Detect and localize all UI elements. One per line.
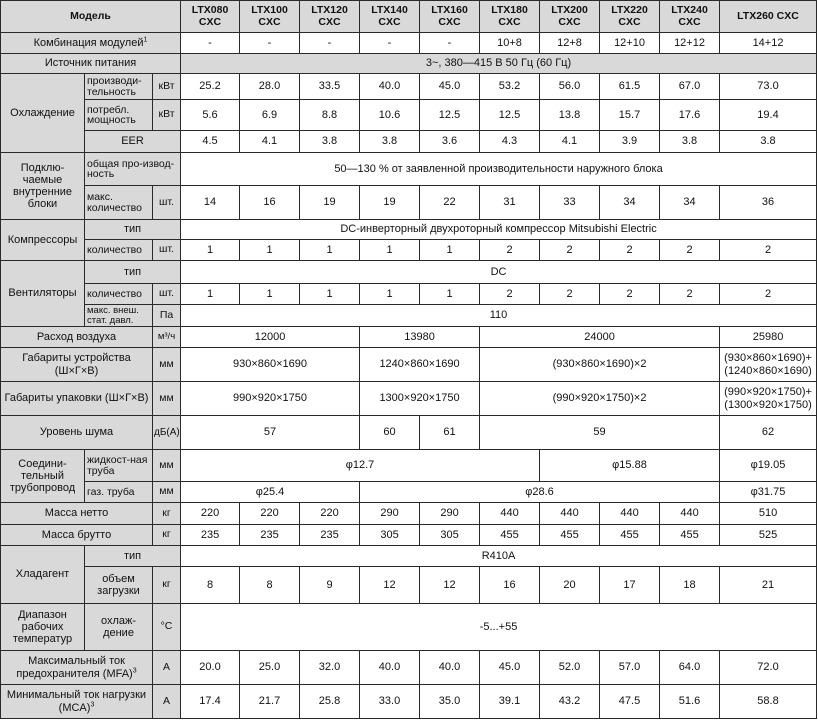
combo-value: - <box>181 33 240 54</box>
eer-value: 3.8 <box>660 131 720 153</box>
refrigerant-charge-value: 12 <box>360 567 420 604</box>
fan-count-value: 2 <box>540 284 600 305</box>
capacity-value: 28.0 <box>240 74 300 100</box>
noise-value: 60 <box>360 416 420 450</box>
compressor-type-label: тип <box>85 220 181 240</box>
eer-value: 3.8 <box>720 131 817 153</box>
unit: °C <box>153 604 181 651</box>
unit: кг <box>153 503 181 525</box>
dims-label: Габариты устройства (Ш×Г×В) <box>1 348 153 382</box>
gas-pipe-label: газ. труба <box>85 482 153 503</box>
indoor-max-value: 19 <box>300 186 360 220</box>
combo-value: 12+10 <box>600 33 660 54</box>
pack-value: 990×920×1750 <box>181 382 360 416</box>
refrigerant-charge-value: 21 <box>720 567 817 604</box>
liquid-pipe-value: φ12.7 <box>181 450 540 482</box>
mca-value: 39.1 <box>480 685 540 719</box>
fan-type-row <box>1 261 817 284</box>
refrigerant-charge-value: 17 <box>600 567 660 604</box>
combo-value: - <box>300 33 360 54</box>
indoor-max-value: 33 <box>540 186 600 220</box>
compressor-count-value: 1 <box>181 240 240 261</box>
indoor-max-value: 34 <box>600 186 660 220</box>
model-name: LTX120 CXC <box>300 1 360 33</box>
combo-value: 12+12 <box>660 33 720 54</box>
combo-value: 10+8 <box>480 33 540 54</box>
unit: кВт <box>153 100 181 131</box>
consumption-value: 5.6 <box>181 100 240 131</box>
consumption-value: 15.7 <box>600 100 660 131</box>
mfa-value: 45.0 <box>480 651 540 685</box>
consumption-value: 8.8 <box>300 100 360 131</box>
compressor-count-value: 1 <box>300 240 360 261</box>
indoor-max-value: 14 <box>181 186 240 220</box>
capacity-value: 56.0 <box>540 74 600 100</box>
model-name: LTX180 CXC <box>480 1 540 33</box>
fan-count-value: 1 <box>181 284 240 305</box>
dims-value: 930×860×1690 <box>181 348 360 382</box>
mca-value: 43.2 <box>540 685 600 719</box>
pack-label: Габариты упаковки (Ш×Г×В) <box>1 382 153 416</box>
gross-mass-value: 525 <box>720 525 817 546</box>
eer-row <box>1 131 817 153</box>
gross-mass-value: 235 <box>181 525 240 546</box>
mfa-value: 57.0 <box>600 651 660 685</box>
fan-pressure-row <box>1 305 817 327</box>
unit: кг <box>153 567 181 604</box>
consumption-value: 12.5 <box>480 100 540 131</box>
pack-value: 1300×920×1750 <box>360 382 480 416</box>
net-mass-row <box>1 503 817 525</box>
model-name: LTX220 CXC <box>600 1 660 33</box>
capacity-value: 45.0 <box>420 74 480 100</box>
eer-value: 3.8 <box>300 131 360 153</box>
capacity-value: 33.5 <box>300 74 360 100</box>
refrigerant-charge-value: 8 <box>240 567 300 604</box>
temp-label: Диапазон рабочих температур <box>1 604 85 651</box>
capacity-value: 53.2 <box>480 74 540 100</box>
indoor-total-value: 50—130 % от заявленной производительности наружного блока <box>181 153 817 186</box>
consumption-value: 13.8 <box>540 100 600 131</box>
unit: мм <box>153 482 181 503</box>
airflow-value: 13980 <box>360 327 480 348</box>
compressor-count-value: 2 <box>540 240 600 261</box>
refrigerant-type-label: тип <box>85 546 181 567</box>
gas-pipe-value: φ25.4 <box>181 482 360 503</box>
compressor-count-value: 1 <box>360 240 420 261</box>
mfa-value: 64.0 <box>660 651 720 685</box>
mfa-row <box>1 651 817 685</box>
capacity-label: производи-тельность <box>85 74 153 100</box>
cooling-consumption-row <box>1 100 817 131</box>
gross-mass-row <box>1 525 817 546</box>
unit: кг <box>153 525 181 546</box>
gross-mass-value: 305 <box>420 525 480 546</box>
net-mass-value: 220 <box>240 503 300 525</box>
eer-value: 4.3 <box>480 131 540 153</box>
indoor-max-value: 16 <box>240 186 300 220</box>
mca-value: 33.0 <box>360 685 420 719</box>
noise-value: 61 <box>420 416 480 450</box>
compressors-label: Компрессоры <box>1 220 85 261</box>
consumption-value: 19.4 <box>720 100 817 131</box>
net-mass-value: 290 <box>360 503 420 525</box>
temp-cooling-value: -5...+55 <box>181 604 817 651</box>
fan-count-value: 2 <box>600 284 660 305</box>
mfa-value: 25.0 <box>240 651 300 685</box>
combo-label: Комбинация модулей$^1$ <box>1 33 181 54</box>
fan-pressure-value: 110 <box>181 305 817 327</box>
fans-label: Вентиляторы <box>1 261 85 327</box>
gas-pipe-value: φ28.6 <box>360 482 720 503</box>
eer-value: 3.6 <box>420 131 480 153</box>
noise-row <box>1 416 817 450</box>
capacity-value: 73.0 <box>720 74 817 100</box>
refrigerant-charge-value: 8 <box>181 567 240 604</box>
gross-mass-value: 455 <box>660 525 720 546</box>
model-header: Модель <box>1 1 181 33</box>
power-row <box>1 54 817 74</box>
fan-count-label: количество <box>85 284 153 305</box>
indoor-total-row <box>1 153 817 186</box>
mfa-value: 40.0 <box>420 651 480 685</box>
dims-value: (930×860×1690)+ (1240×860×1690) <box>720 348 817 382</box>
eer-value: 4.1 <box>240 131 300 153</box>
indoor-max-value: 34 <box>660 186 720 220</box>
refrigerant-label: Хладагент <box>1 546 85 604</box>
gross-mass-value: 455 <box>540 525 600 546</box>
noise-value: 62 <box>720 416 817 450</box>
net-mass-value: 440 <box>540 503 600 525</box>
consumption-value: 12.5 <box>420 100 480 131</box>
liquid-pipe-value: φ19.05 <box>720 450 817 482</box>
compressor-count-value: 2 <box>660 240 720 261</box>
gross-mass-label: Масса брутто <box>1 525 153 546</box>
net-mass-value: 220 <box>300 503 360 525</box>
model-name: LTX240 CXC <box>660 1 720 33</box>
compressor-count-label: количество <box>85 240 153 261</box>
unit: дБ(А) <box>153 416 181 450</box>
combo-value: - <box>360 33 420 54</box>
mfa-value: 32.0 <box>300 651 360 685</box>
combo-value: - <box>240 33 300 54</box>
pack-value: (990×920×1750)+ (1300×920×1750) <box>720 382 817 416</box>
piping-label: Соедини-тельный трубопровод <box>1 450 85 503</box>
mca-value: 17.4 <box>181 685 240 719</box>
fan-count-value: 1 <box>360 284 420 305</box>
gross-mass-value: 305 <box>360 525 420 546</box>
net-mass-value: 440 <box>480 503 540 525</box>
eer-value: 3.8 <box>360 131 420 153</box>
power-value: 3~, 380—415 В 50 Гц (60 Гц) <box>181 54 817 74</box>
mca-value: 47.5 <box>600 685 660 719</box>
compressor-count-value: 2 <box>720 240 817 261</box>
unit: мм <box>153 348 181 382</box>
power-label: Источник питания <box>1 54 181 74</box>
cooling-label: Охлаждение <box>1 74 85 153</box>
airflow-value: 12000 <box>181 327 360 348</box>
combo-value: 14+12 <box>720 33 817 54</box>
indoor-max-value: 19 <box>360 186 420 220</box>
compressor-count-value: 1 <box>420 240 480 261</box>
liquid-pipe-row <box>1 450 817 482</box>
compressor-count-value: 2 <box>480 240 540 261</box>
airflow-value: 25980 <box>720 327 817 348</box>
pack-row <box>1 382 817 416</box>
pack-value: (990×920×1750)×2 <box>480 382 720 416</box>
eer-value: 3.9 <box>600 131 660 153</box>
unit: шт. <box>153 240 181 261</box>
net-mass-value: 220 <box>181 503 240 525</box>
compressor-count-value: 2 <box>600 240 660 261</box>
fan-type-label: тип <box>85 261 181 284</box>
refrigerant-type-row <box>1 546 817 567</box>
capacity-value: 25.2 <box>181 74 240 100</box>
indoor-max-value: 31 <box>480 186 540 220</box>
unit: шт. <box>153 284 181 305</box>
unit: м³/ч <box>153 327 181 348</box>
consumption-label: потребл. мощность <box>85 100 153 131</box>
capacity-value: 40.0 <box>360 74 420 100</box>
unit: мм <box>153 382 181 416</box>
model-name: LTX260 CXC <box>720 1 817 33</box>
fan-count-value: 2 <box>660 284 720 305</box>
mca-label: Минимальный ток нагрузки (MCA)$^3$ <box>1 685 153 719</box>
airflow-label: Расход воздуха <box>1 327 153 348</box>
liquid-pipe-label: жидкост-ная труба <box>85 450 153 482</box>
model-name: LTX200 CXC <box>540 1 600 33</box>
eer-value: 4.5 <box>181 131 240 153</box>
compressor-count-row <box>1 240 817 261</box>
temp-row <box>1 604 817 651</box>
unit: А <box>153 651 181 685</box>
eer-label: EER <box>85 131 181 153</box>
model-name: LTX140 CXC <box>360 1 420 33</box>
mfa-value: 40.0 <box>360 651 420 685</box>
airflow-value: 24000 <box>480 327 720 348</box>
noise-label: Уровень шума <box>1 416 153 450</box>
mca-value: 58.8 <box>720 685 817 719</box>
unit: Па <box>153 305 181 327</box>
refrigerant-charge-value: 12 <box>420 567 480 604</box>
indoor-max-value: 22 <box>420 186 480 220</box>
compressor-type-row <box>1 220 817 240</box>
model-name: LTX100 CXC <box>240 1 300 33</box>
net-mass-value: 510 <box>720 503 817 525</box>
indoor-max-row <box>1 186 817 220</box>
unit: мм <box>153 450 181 482</box>
compressor-type-value: DC-инверторный двухроторный компрессор Mitsubishi Electric <box>181 220 817 240</box>
fan-count-value: 2 <box>480 284 540 305</box>
refrigerant-charge-label: объем загрузки <box>85 567 153 604</box>
fan-count-row <box>1 284 817 305</box>
mfa-value: 20.0 <box>181 651 240 685</box>
indoor-total-label: общая про-извод-ность <box>85 153 181 186</box>
fan-count-value: 1 <box>240 284 300 305</box>
mca-value: 21.7 <box>240 685 300 719</box>
dims-row <box>1 348 817 382</box>
mca-row <box>1 685 817 719</box>
combo-value: - <box>420 33 480 54</box>
refrigerant-charge-value: 20 <box>540 567 600 604</box>
net-mass-value: 440 <box>660 503 720 525</box>
liquid-pipe-value: φ15.88 <box>540 450 720 482</box>
refrigerant-charge-value: 16 <box>480 567 540 604</box>
gross-mass-value: 235 <box>300 525 360 546</box>
consumption-value: 6.9 <box>240 100 300 131</box>
fan-count-value: 2 <box>720 284 817 305</box>
mca-value: 51.6 <box>660 685 720 719</box>
model-name: LTX080 CXC <box>181 1 240 33</box>
gross-mass-value: 455 <box>600 525 660 546</box>
mca-value: 25.8 <box>300 685 360 719</box>
capacity-value: 61.5 <box>600 74 660 100</box>
compressor-count-value: 1 <box>240 240 300 261</box>
indoor-max-value: 36 <box>720 186 817 220</box>
header-row <box>1 1 817 33</box>
refrigerant-charge-row <box>1 567 817 604</box>
mfa-value: 72.0 <box>720 651 817 685</box>
unit: А <box>153 685 181 719</box>
combo-row <box>1 33 817 54</box>
indoor-max-label: макс. количество <box>85 186 153 220</box>
refrigerant-charge-value: 9 <box>300 567 360 604</box>
indoor-label: Подклю-чаемые внутренние блоки <box>1 153 85 220</box>
cooling-capacity-row <box>1 74 817 100</box>
gross-mass-value: 455 <box>480 525 540 546</box>
unit: кВт <box>153 74 181 100</box>
mfa-label: Максимальный ток предохранителя (MFA)$^3$ <box>1 651 153 685</box>
mca-value: 35.0 <box>420 685 480 719</box>
refrigerant-charge-value: 18 <box>660 567 720 604</box>
unit: шт. <box>153 186 181 220</box>
fan-count-value: 1 <box>300 284 360 305</box>
consumption-value: 10.6 <box>360 100 420 131</box>
noise-value: 57 <box>181 416 360 450</box>
airflow-row <box>1 327 817 348</box>
dims-value: (930×860×1690)×2 <box>480 348 720 382</box>
mfa-value: 52.0 <box>540 651 600 685</box>
temp-cooling-label: охлаж-дение <box>85 604 153 651</box>
eer-value: 4.1 <box>540 131 600 153</box>
consumption-value: 17.6 <box>660 100 720 131</box>
gross-mass-value: 235 <box>240 525 300 546</box>
net-mass-value: 290 <box>420 503 480 525</box>
fan-type-value: DC <box>181 261 817 284</box>
noise-value: 59 <box>480 416 720 450</box>
fan-pressure-label: макс. внеш. стат. давл. <box>85 305 153 327</box>
refrigerant-type-value: R410A <box>181 546 817 567</box>
gas-pipe-row <box>1 482 817 503</box>
net-mass-label: Масса нетто <box>1 503 153 525</box>
model-name: LTX160 CXC <box>420 1 480 33</box>
capacity-value: 67.0 <box>660 74 720 100</box>
gas-pipe-value: φ31.75 <box>720 482 817 503</box>
fan-count-value: 1 <box>420 284 480 305</box>
net-mass-value: 440 <box>600 503 660 525</box>
combo-value: 12+8 <box>540 33 600 54</box>
dims-value: 1240×860×1690 <box>360 348 480 382</box>
